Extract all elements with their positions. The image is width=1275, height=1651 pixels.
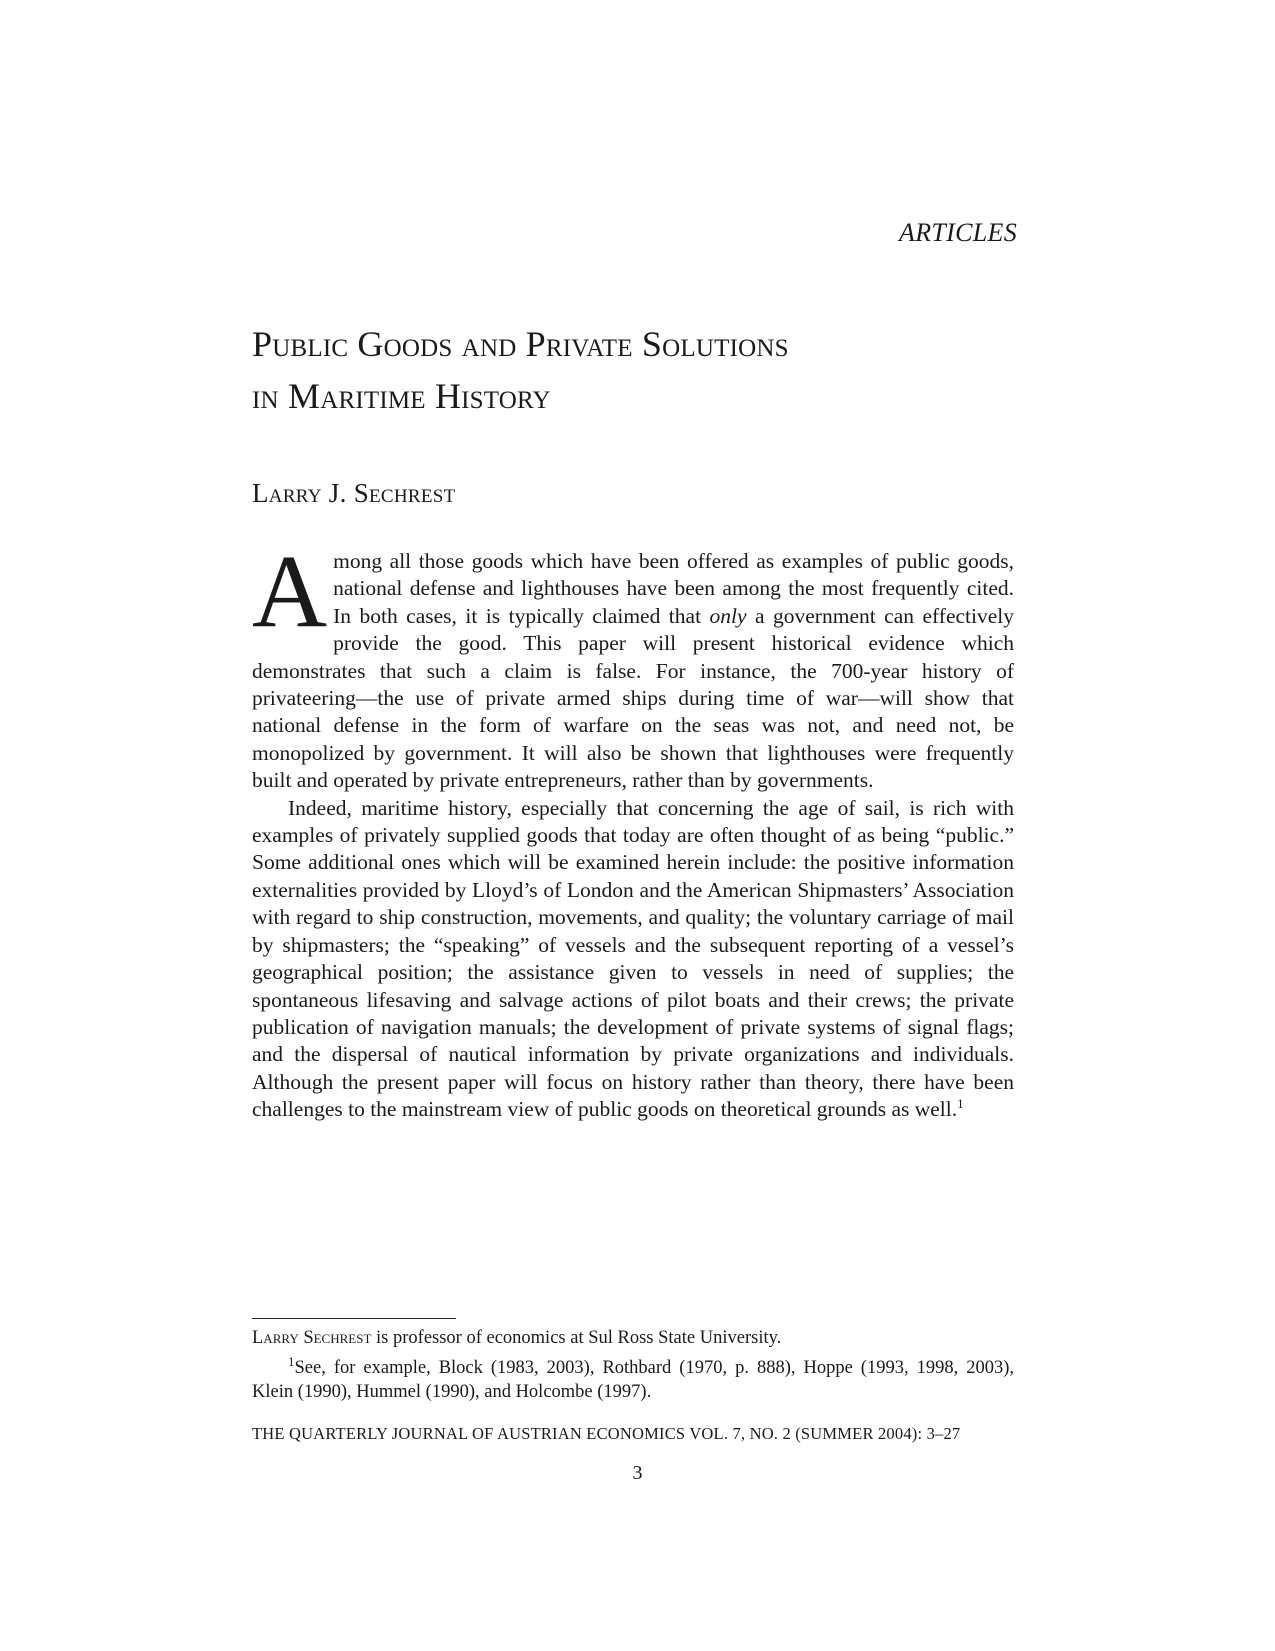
paragraph-2	[252, 795, 1014, 1124]
author-name: Larry J. Sechrest	[252, 478, 456, 508]
paragraph-1-text-b: a government can effectively provide the good. This paper will present historical evidence which demonstrates that such a claim is false. For instance, the 700-year history of privateering—the use of private armed ships during time of war—will show that national defense in the form of warfare on the seas was not, and need not, be monopolized by government. It will also be shown that lighthouses were frequently built and operated by private entrepreneurs, rather than by governments.	[252, 603, 1014, 793]
footnote-1-text: See, for example, Block (1983, 2003), Rothbard (1970, p. 888), Hoppe (1993, 1998, 2003), Klein (1990), Hummel (1990), and Holcombe (1997).	[252, 1358, 1014, 1402]
emphasis-only: only	[709, 603, 747, 628]
author-footnote	[252, 1326, 1014, 1350]
paragraph-2-text: Indeed, maritime history, especially that concerning the age of sail, is rich with examples of privately supplied goods that today are often thought of as being “public.” Some additional ones which will be examined herein include: the positive information externalities provided by Lloyd’s of London and the American Shipmasters’ Association with regard to ship construction, movements, and quality; the voluntary carriage of mail by shipmasters; the “speaking” of vessels and the subsequent reporting of a vessel’s geographical position; the assistance given to vessels in need of supplies; the spontaneous lifesaving and salvage actions of pilot boats and their crews; the private publication of navigation manuals; the development of private systems of signal flags; and the dispersal of nautical information by private organizations and individuals. Although the present paper will focus on history rather than theory, there have been challenges to the mainstream view of public goods on theoretical grounds as well.	[252, 795, 1014, 1122]
footnote-1	[252, 1353, 1014, 1404]
page-number: 3	[632, 1462, 643, 1484]
footnote-reference-1[interactable]: 1	[957, 1095, 964, 1111]
author-footnote-name: Larry Sechrest	[252, 1328, 372, 1348]
paragraph-1-text-a: mong all those goods which have been offered as examples of public goods, national defense and lighthouses have been among the most frequently cited. In both cases, it is typically claimed that	[333, 549, 1014, 628]
footnote-divider	[252, 1318, 456, 1319]
title-line-2: in Maritime History	[252, 376, 551, 416]
article-body	[252, 534, 1014, 1124]
paragraph-1	[252, 534, 1014, 795]
drop-cap: A	[252, 534, 328, 649]
journal-citation: THE QUARTERLY JOURNAL OF AUSTRIAN ECONOMICS VOL. 7, NO. 2 (SUMMER 2004): 3–27	[252, 1424, 961, 1443]
author-footnote-text: is professor of economics at Sul Ross State University.	[371, 1328, 782, 1348]
footnotes	[252, 1326, 1014, 1404]
section-label: ARTICLES	[899, 218, 1017, 247]
title-line-1: Public Goods and Private Solutions	[252, 324, 789, 364]
article-title	[252, 318, 1032, 422]
footnote-1-marker: 1	[288, 1353, 295, 1369]
